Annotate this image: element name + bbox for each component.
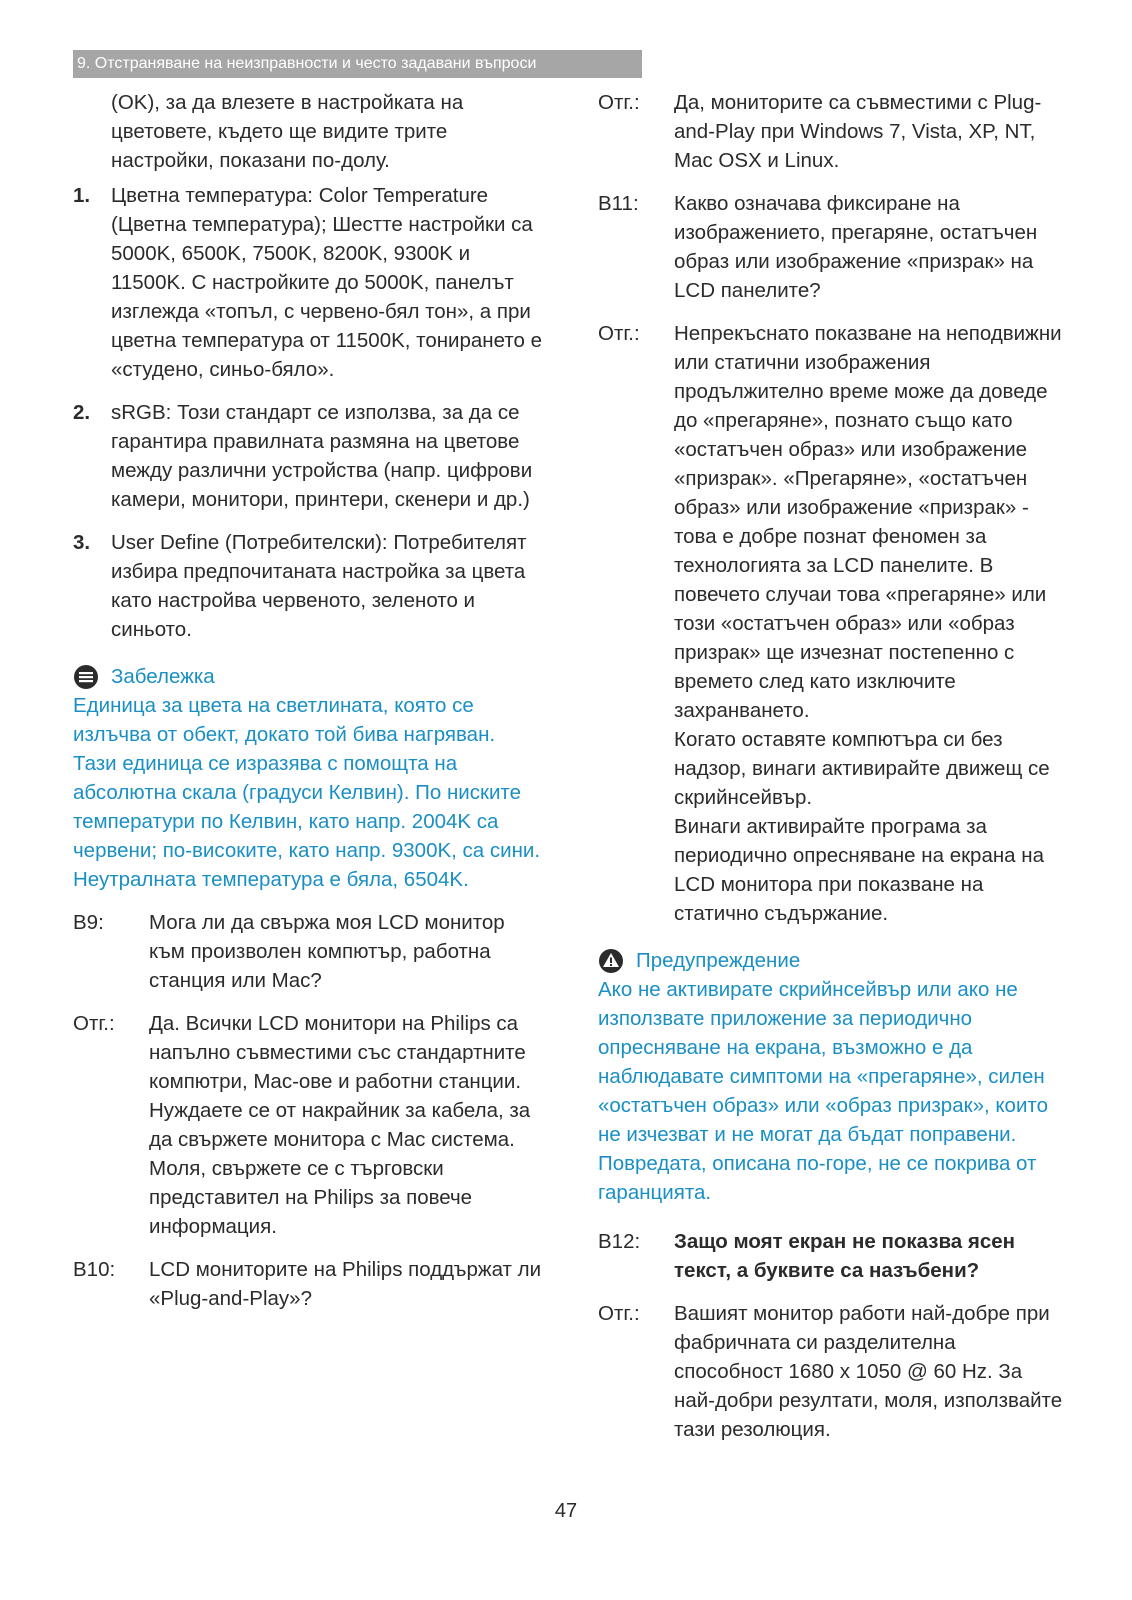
note-text: Единица за цвета на светлината, която се излъчва от обект, докато той бива нагряван. Тази единица се изразява с помощта на абсолютна скала (градуси Келвин). По ниските температури по Келвин, като напр. 2004K са червени; по-високите, като напр. 9300K, са сини. Неутралната температура е бяла, 6504K. bbox=[73, 694, 541, 891]
list-text: sRGB: Този стандарт се използва, за да се гарантира правилната размяна на цветове между различни устройства (напр. цифрови камери, монитори, принтери, скенери и др.) bbox=[111, 401, 533, 511]
note-title: Забележка bbox=[111, 665, 215, 688]
note-heading bbox=[73, 662, 543, 691]
qa-text: Вашият монитор работи най-добре при фабричната си разделителна способност 1680 x 1050 @ 60 Hz. За най-добри резултати, моля, използвайте тази резолюция. bbox=[674, 1302, 1063, 1441]
list-text: User Define (Потребителски): Потребителят избира предпочитаната настройка за цвета като настройва червеното, зеленото и синьото. bbox=[111, 531, 527, 641]
qa-text: LCD мониторите на Philips поддържат ли «Plug-and-Play»? bbox=[149, 1258, 542, 1310]
right-column bbox=[598, 88, 1068, 1444]
qa-item bbox=[598, 88, 1068, 175]
page-number: 47 bbox=[554, 1500, 578, 1522]
qa-text: Мога ли да свържа моя LCD монитор към произволен компютър, работна станция или Mac? bbox=[149, 911, 505, 992]
intro-paragraph: (OK), за да влезете в настройката на цветовете, където ще видите трите настройки, показани по-долу. bbox=[111, 91, 464, 172]
section-header: 9. Отстраняване на неизправности и често задавани въпроси bbox=[73, 50, 642, 78]
qa-label: В9: bbox=[73, 911, 104, 934]
warning-icon bbox=[598, 948, 626, 974]
list-number: 1. bbox=[73, 184, 91, 207]
qa-label: Отг.: bbox=[598, 91, 640, 114]
qa-item bbox=[73, 1255, 543, 1313]
qa-item bbox=[598, 1299, 1068, 1444]
qa-item bbox=[598, 1227, 1068, 1285]
qa-text: Да. Всички LCD монитори на Philips са напълно съвместими със стандартните компютри, Mac-ове и работни станции. Нуждаете се от накрайник за кабела, за да свържете монитора с Mac система. Моля, свържете се с търговски представител на Philips за повече информация. bbox=[149, 1012, 531, 1238]
left-column bbox=[73, 88, 543, 1313]
qa-item bbox=[73, 908, 543, 995]
qa-item bbox=[598, 189, 1068, 305]
qa-text: Да, мониторите са съвместими с Plug-and-Play при Windows 7, Vista, XP, NT, Mac OSX и Linux. bbox=[674, 91, 1042, 172]
settings-list bbox=[73, 181, 543, 644]
qa-text: Защо моят екран не показва ясен текст, а буквите са назъбени? bbox=[674, 1230, 1016, 1282]
qa-item bbox=[598, 319, 1068, 928]
note-icon bbox=[73, 664, 101, 690]
qa-label: В11: bbox=[598, 192, 639, 215]
list-number: 2. bbox=[73, 401, 91, 424]
warning-text: Ако не активирате скрийнсейвър или ако не използвате приложение за периодично опресняване на екрана, възможно е да наблюдавате симптоми на «прегаряне», силен «остатъчен образ» или «образ призрак», които не изчезват и не могат да бъдат поправени. Повредата, описана по-горе, не се покрива от гаранцията. bbox=[598, 978, 1048, 1204]
qa-label: Отг.: bbox=[598, 1302, 640, 1325]
qa-label: В10: bbox=[73, 1258, 116, 1281]
qa-label: Отг.: bbox=[73, 1012, 115, 1035]
answer-paragraph: Когато оставяте компютъра си без надзор, винаги активирайте движещ се скрийнсейвър. bbox=[674, 728, 1050, 809]
list-item bbox=[73, 528, 543, 644]
list-item bbox=[73, 398, 543, 514]
list-text: Цветна температура: Color Temperature (Цветна температура); Шестте настройки са 5000K, 6500K, 7500K, 8200K, 9300K и 11500K. С настройките до 5000K, панелът изглежда «топъл, с червено-бял тон», а при цветна температура от 11500K, тонирането е «студено, синьо-бяло». bbox=[111, 184, 542, 381]
qa-text: Какво означава фиксиране на изображението, прегаряне, остатъчен образ или изображение «призрак» на LCD панелите? bbox=[674, 192, 1038, 302]
answer-paragraph: Винаги активирайте програма за периодично опресняване на екрана на LCD монитора при показване на статично съдържание. bbox=[674, 815, 1045, 925]
answer-body bbox=[674, 319, 1068, 928]
list-item bbox=[73, 181, 543, 384]
warning-heading bbox=[598, 946, 1068, 975]
qa-label: Отг.: bbox=[598, 322, 640, 345]
qa-label: В12: bbox=[598, 1230, 641, 1253]
qa-item bbox=[73, 1009, 543, 1241]
list-number: 3. bbox=[73, 531, 91, 554]
answer-paragraph: Непрекъснато показване на неподвижни или статични изображения продължително време може да доведе до «прегаряне», познато също като «остатъчен образ» или изображение «призрак». «Прегаряне», «остатъчен образ» или изображение «призрак» - това е добре познат феномен за технологията за LCD панелите. В повечето случаи това «прегаряне» или този «остатъчен образ» или «образ призрак» ще изчезнат постепенно с времето след като изключите захранването. bbox=[674, 322, 1062, 722]
warning-title: Предупреждение bbox=[636, 949, 801, 972]
